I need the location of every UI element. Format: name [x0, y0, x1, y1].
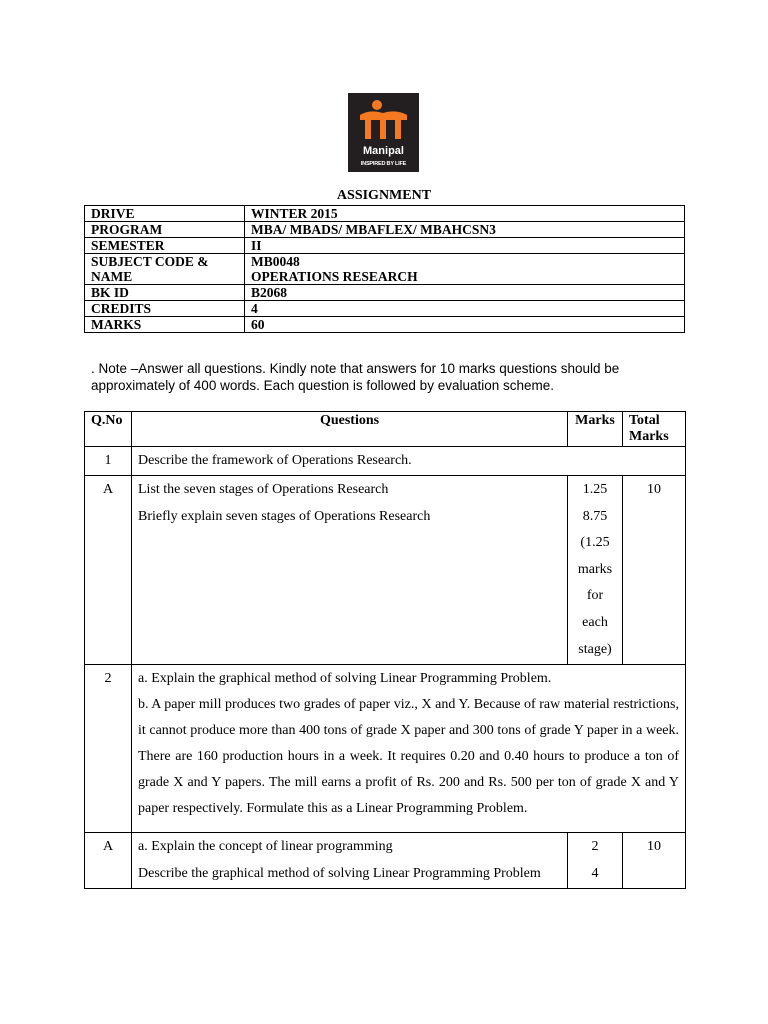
info-key-multiline — [85, 254, 245, 285]
question-row-2 — [85, 665, 686, 833]
question-marks — [568, 833, 623, 889]
question-part-a: a. Explain the graphical method of solving Linear Programming Problem. — [138, 671, 552, 687]
header-total-marks — [623, 412, 686, 447]
note-text: . Note –Answer all questions. Kindly note that answers for 10 marks questions should be approximately of 400 words. Each question is followed by evaluation scheme. — [91, 361, 620, 393]
info-key: MARKS — [85, 317, 245, 333]
question-number: A — [85, 476, 132, 665]
marks-line: (1.25 — [580, 535, 610, 551]
info-key-line1: SUBJECT CODE & — [91, 254, 209, 269]
logo-tagline: INSPIRED BY LIFE — [360, 161, 407, 167]
question-text — [132, 476, 568, 665]
question-text — [132, 665, 686, 833]
marks-line: marks — [577, 561, 613, 577]
marks-line: each — [582, 614, 608, 630]
info-value: 60 — [245, 317, 685, 333]
marks-line: 4 — [591, 865, 599, 881]
question-total: 10 — [623, 476, 686, 665]
questions-header-row — [85, 412, 686, 447]
info-value: B2068 — [245, 285, 685, 301]
question-line: a. Explain the concept of linear programming — [138, 839, 393, 855]
question-row-1a — [85, 476, 686, 665]
question-line: Briefly explain seven stages of Operations Research — [138, 508, 431, 524]
header-qno: Q.No — [85, 412, 132, 447]
assignment-title: ASSIGNMENT — [336, 188, 432, 203]
manipal-logo — [348, 93, 419, 172]
info-row-credits — [85, 301, 685, 317]
marks-line: 2 — [591, 839, 599, 855]
info-value: MBA/ MBADS/ MBAFLEX/ MBAHCSN3 — [245, 222, 685, 238]
info-key: BK ID — [85, 285, 245, 301]
header-total-line2: Marks — [629, 429, 669, 444]
question-number: A — [85, 833, 132, 889]
questions-table — [84, 411, 686, 889]
info-row-marks — [85, 317, 685, 333]
header-marks: Marks — [568, 412, 623, 447]
assignment-info-table — [84, 205, 685, 333]
header-total-line1: Total — [629, 413, 660, 428]
info-row-subject — [85, 254, 685, 285]
header-questions: Questions — [132, 412, 568, 447]
info-key: CREDITS — [85, 301, 245, 317]
manipal-emblem-icon — [348, 93, 419, 145]
info-value: WINTER 2015 — [245, 206, 685, 222]
question-text — [132, 833, 568, 889]
info-row-semester — [85, 238, 685, 254]
question-row-1 — [85, 447, 686, 476]
info-value: II — [245, 238, 685, 254]
marks-line: 8.75 — [582, 508, 608, 524]
subject-name: OPERATIONS RESEARCH — [251, 269, 418, 284]
info-key: PROGRAM — [85, 222, 245, 238]
info-value-multiline — [245, 254, 685, 285]
question-total: 10 — [623, 833, 686, 889]
info-row-bkid — [85, 285, 685, 301]
question-part-b: b. A paper mill produces two grades of paper viz., X and Y. Because of raw material restrictions, it cannot produce more than 400 tons of grade X paper and 300 tons of grade Y paper in a week. There are 160 production hours in a week. It requires 0.20 and 0.40 hours to produce a ton of grade X and Y papers. The mill earns a profit of Rs. 200 and Rs. 500 per ton of grade X and Y paper respectively. Formulate this as a Linear Programming Problem. — [138, 697, 679, 817]
question-text: Describe the framework of Operations Research. — [132, 447, 686, 476]
subject-code: MB0048 — [251, 254, 300, 269]
question-marks — [568, 476, 623, 665]
info-key: DRIVE — [85, 206, 245, 222]
logo-name: Manipal — [363, 145, 404, 157]
info-key: SEMESTER — [85, 238, 245, 254]
question-row-2a — [85, 833, 686, 889]
question-number: 1 — [85, 447, 132, 476]
question-line: Describe the graphical method of solving Linear Programming Problem — [138, 865, 541, 881]
info-key-line2: NAME — [91, 269, 133, 284]
question-number: 2 — [85, 665, 132, 833]
info-row-program — [85, 222, 685, 238]
question-line: List the seven stages of Operations Research — [138, 482, 389, 497]
marks-line: 1.25 — [582, 482, 608, 497]
info-row-drive — [85, 206, 685, 222]
info-value: 4 — [245, 301, 685, 317]
marks-line: for — [586, 588, 604, 604]
marks-line: stage) — [578, 641, 612, 657]
